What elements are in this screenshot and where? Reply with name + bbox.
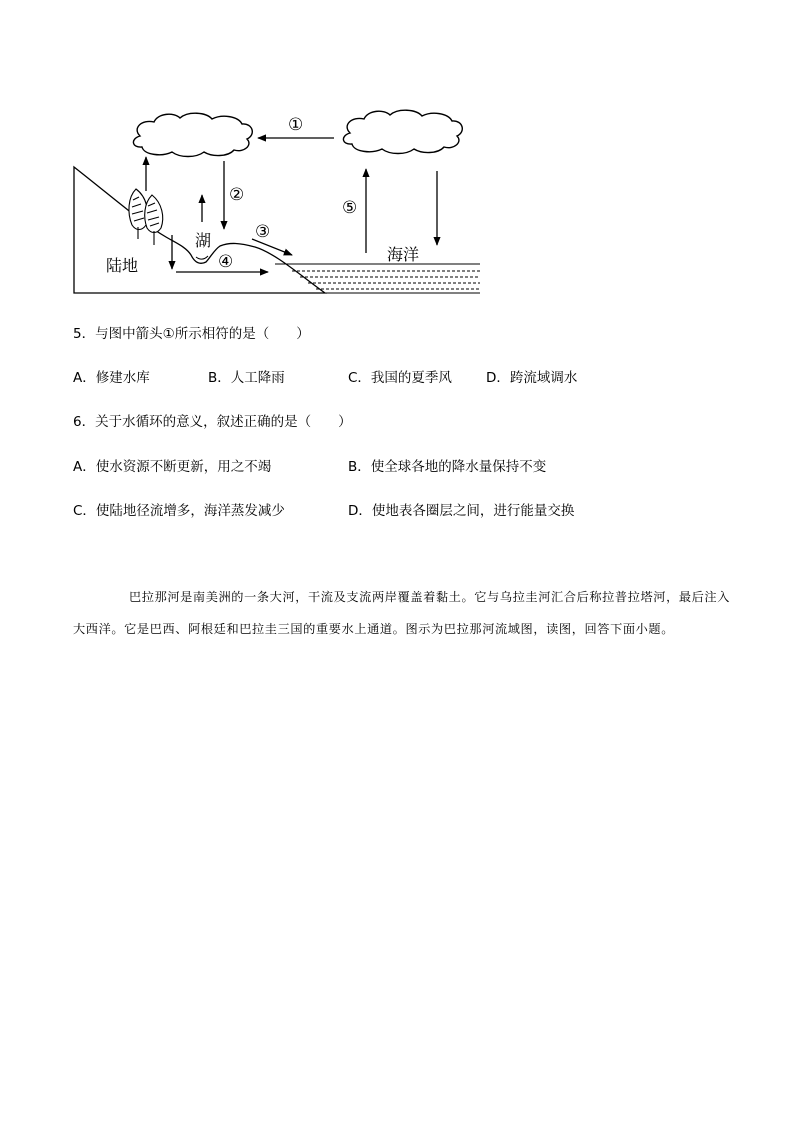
question-5-stem: 5．与图中箭头①所示相符的是（ ） bbox=[73, 326, 310, 342]
label-ocean: 海洋 bbox=[387, 245, 420, 264]
label-arrow-3: ③ bbox=[255, 222, 271, 242]
question-6-option-c[interactable]: C．使陆地径流增多，海洋蒸发减少 bbox=[73, 503, 285, 519]
label-lake: 湖 bbox=[195, 231, 212, 250]
question-5-option-b[interactable]: B．人工降雨 bbox=[208, 370, 285, 386]
question-6-option-a[interactable]: A．使水资源不断更新，用之不竭 bbox=[73, 459, 272, 475]
label-arrow-4: ④ bbox=[218, 252, 234, 272]
question-5-option-d[interactable]: D．跨流域调水 bbox=[486, 370, 578, 386]
question-6-option-b[interactable]: B．使全球各地的降水量保持不变 bbox=[348, 459, 547, 475]
cloud-left bbox=[133, 113, 252, 156]
question-6-stem: 6．关于水循环的意义，叙述正确的是（ ） bbox=[73, 414, 352, 430]
water-cycle-diagram bbox=[70, 105, 490, 300]
water-cycle-svg bbox=[70, 105, 490, 300]
label-arrow-1: ① bbox=[288, 115, 304, 135]
question-5-option-a[interactable]: A．修建水库 bbox=[73, 370, 150, 386]
question-6-option-d[interactable]: D．使地表各圈层之间，进行能量交换 bbox=[348, 503, 575, 519]
cloud-right bbox=[343, 110, 462, 153]
lake-surface bbox=[196, 256, 208, 259]
label-arrow-2: ② bbox=[229, 185, 245, 205]
label-land: 陆地 bbox=[106, 256, 139, 275]
reading-passage: 巴拉那河是南美洲的一条大河，干流及支流两岸覆盖着黏土。它与乌拉圭河汇合后称拉普拉塔河，最后注入大西洋。它是巴西、阿根廷和巴拉圭三国的重要水上通道。图示为巴拉那河流域图，读图，回答下面小题。 bbox=[73, 590, 731, 636]
label-arrow-5: ⑤ bbox=[342, 198, 358, 218]
question-5-option-c[interactable]: C．我国的夏季风 bbox=[348, 370, 452, 386]
